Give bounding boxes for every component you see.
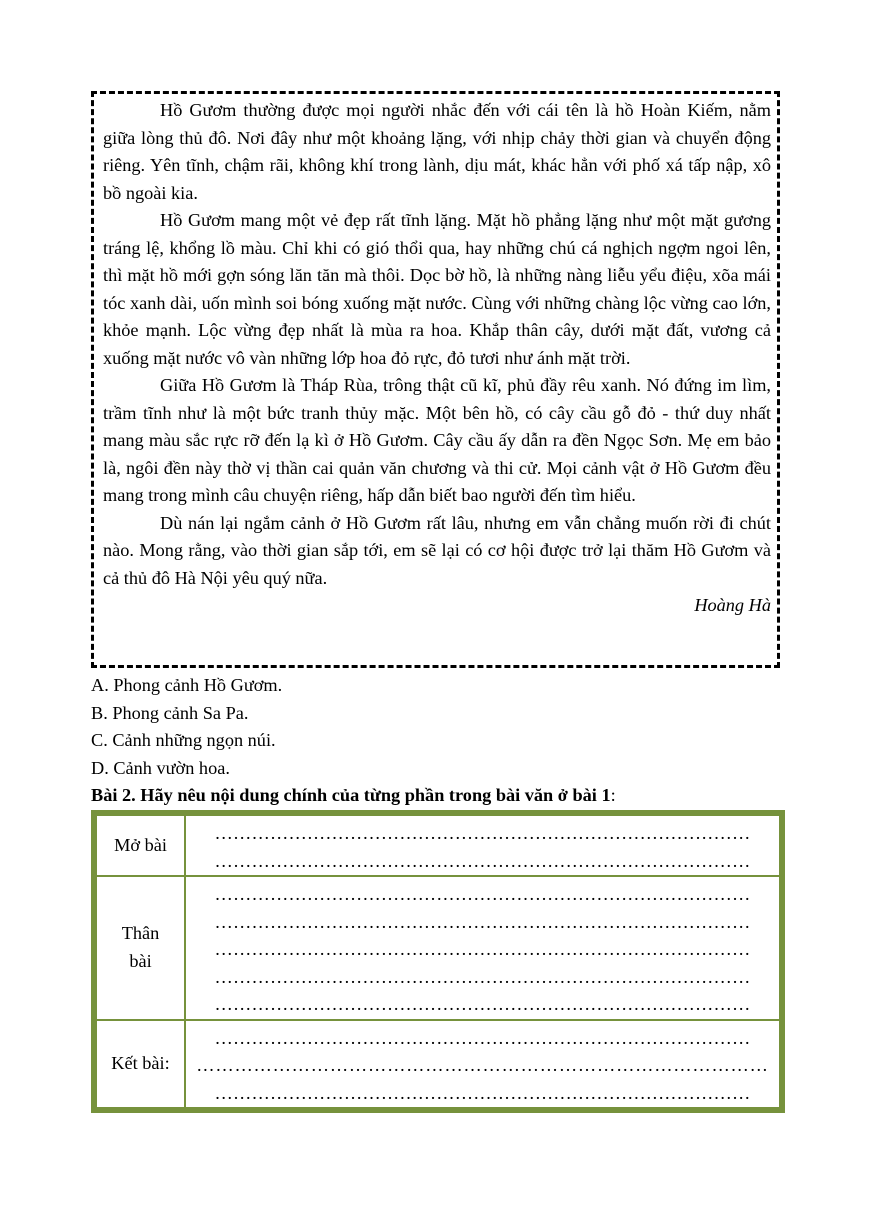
dotted-answer-line[interactable]: ……………………………………………………………………………	[214, 911, 751, 932]
dotted-answer-line[interactable]: ……………………………………………………………………………	[214, 966, 751, 987]
answer-lines-ket-bai[interactable]	[185, 1020, 782, 1111]
passage-paragraph-3: Giữa Hồ Gươm là Tháp Rùa, trông thật cũ kĩ, phủ đầy rêu xanh. Nó đứng im lìm, trầm tĩnh như là một bức tranh thủy mặc. Một bên hồ, có cây cầu gỗ đỏ - thứ duy nhất mang màu sắc rực rỡ đến lạ kì ở Hồ Gươm. Cây cầu ấy dẫn ra đền Ngọc Sơn. Mẹ em bảo là, ngôi đền này thờ vị thần cai quản văn chương và thi cử. Mọi cảnh vật ở Hồ Gươm đều mang trong mình câu chuyện riêng, hấp dẫn biết bao người đến tìm hiểu.	[103, 375, 771, 505]
passage-paragraph-4: Dù nán lại ngắm cảnh ở Hồ Gươm rất lâu, nhưng em vẫn chẳng muốn rời đi chút nào. Mong rằng, vào thời gian sắp tới, em sẽ lại có cơ hội được trở lại thăm Hồ Gươm và cả thủ đô Hà Nội yêu quý nữa.	[103, 512, 771, 588]
dotted-answer-line[interactable]: ……………………………………………………………………………	[214, 884, 751, 904]
passage-author: Hoàng Hà	[694, 595, 771, 615]
answer-lines-mo-bai[interactable]	[185, 813, 782, 876]
answer-table	[91, 810, 785, 1113]
dotted-answer-line[interactable]: ……………………………………………………………………………	[214, 1027, 751, 1048]
answer-options	[91, 672, 791, 782]
row-mo-bai	[94, 813, 782, 876]
option-a: A. Phong cảnh Hồ Gươm.	[91, 675, 283, 695]
answer-lines-than-bai[interactable]	[185, 876, 782, 1020]
dotted-answer-line[interactable]: ………………………………………………………………………………	[196, 1055, 769, 1075]
option-b: B. Phong cảnh Sa Pa.	[91, 702, 249, 723]
dotted-answer-line[interactable]: ……………………………………………………………………………	[214, 823, 751, 843]
dotted-answer-line[interactable]: ……………………………………………………………………………	[214, 939, 751, 959]
label-than-bai	[94, 876, 185, 1020]
label-than-bai-line-1: Thân	[121, 923, 160, 944]
label-than-bai-line-2: bài	[129, 950, 152, 971]
exercise-2-title-text: Bài 2. Hãy nêu nội dung chính của từng phần trong bài văn ở bài 1	[91, 785, 611, 805]
dotted-answer-line[interactable]: ……………………………………………………………………………	[214, 1082, 751, 1103]
passage-paragraph-2: Hồ Gươm mang một vẻ đẹp rất tĩnh lặng. Mặt hồ phẳng lặng như một mặt gương tráng lệ, khổng lồ màu. Chỉ khi có gió thổi qua, hay những chú cá nghịch ngợm ngoi lên, thì mặt hồ mới gợn sóng lăn tăn mà thôi. Dọc bờ hồ, là những nàng liễu yểu điệu, xõa mái tóc xanh dài, uốn mình soi bóng xuống mặt nước. Cùng với những chàng lộc vừng cao lớn, khỏe mạnh. Lộc vừng đẹp nhất là mùa ra hoa. Khắp thân cây, dưới mặt đất, vương cả xuống mặt nước vô vàn những lớp hoa đỏ rực, đỏ tươi như ánh mặt trời.	[103, 210, 771, 368]
label-ket-bai: Kết bài:	[94, 1020, 185, 1111]
option-d: D. Cảnh vườn hoa.	[91, 757, 230, 778]
exercise-2-title	[91, 782, 616, 810]
exercise-2-title-colon: :	[610, 785, 616, 805]
label-mo-bai: Mở bài	[94, 813, 185, 876]
dotted-answer-line[interactable]: ……………………………………………………………………………	[214, 850, 751, 871]
option-c: C. Cảnh những ngọn núi.	[91, 730, 276, 750]
passage-paragraph-1: Hồ Gươm thường được mọi người nhắc đến với cái tên là hồ Hoàn Kiếm, nằm giữa lòng thủ đô. Nơi đây như một khoảng lặng, với nhịp chảy thời gian và chuyển động riêng. Yên tĩnh, chậm rãi, không khí trong lành, dịu mát, khác hẳn với phố xá tấp nập, xô bồ ngoài kia.	[103, 100, 771, 203]
dotted-answer-line[interactable]: ……………………………………………………………………………	[214, 994, 751, 1014]
reading-passage-box	[91, 91, 780, 668]
row-ket-bai	[94, 1020, 782, 1111]
row-than-bai	[94, 876, 782, 1020]
